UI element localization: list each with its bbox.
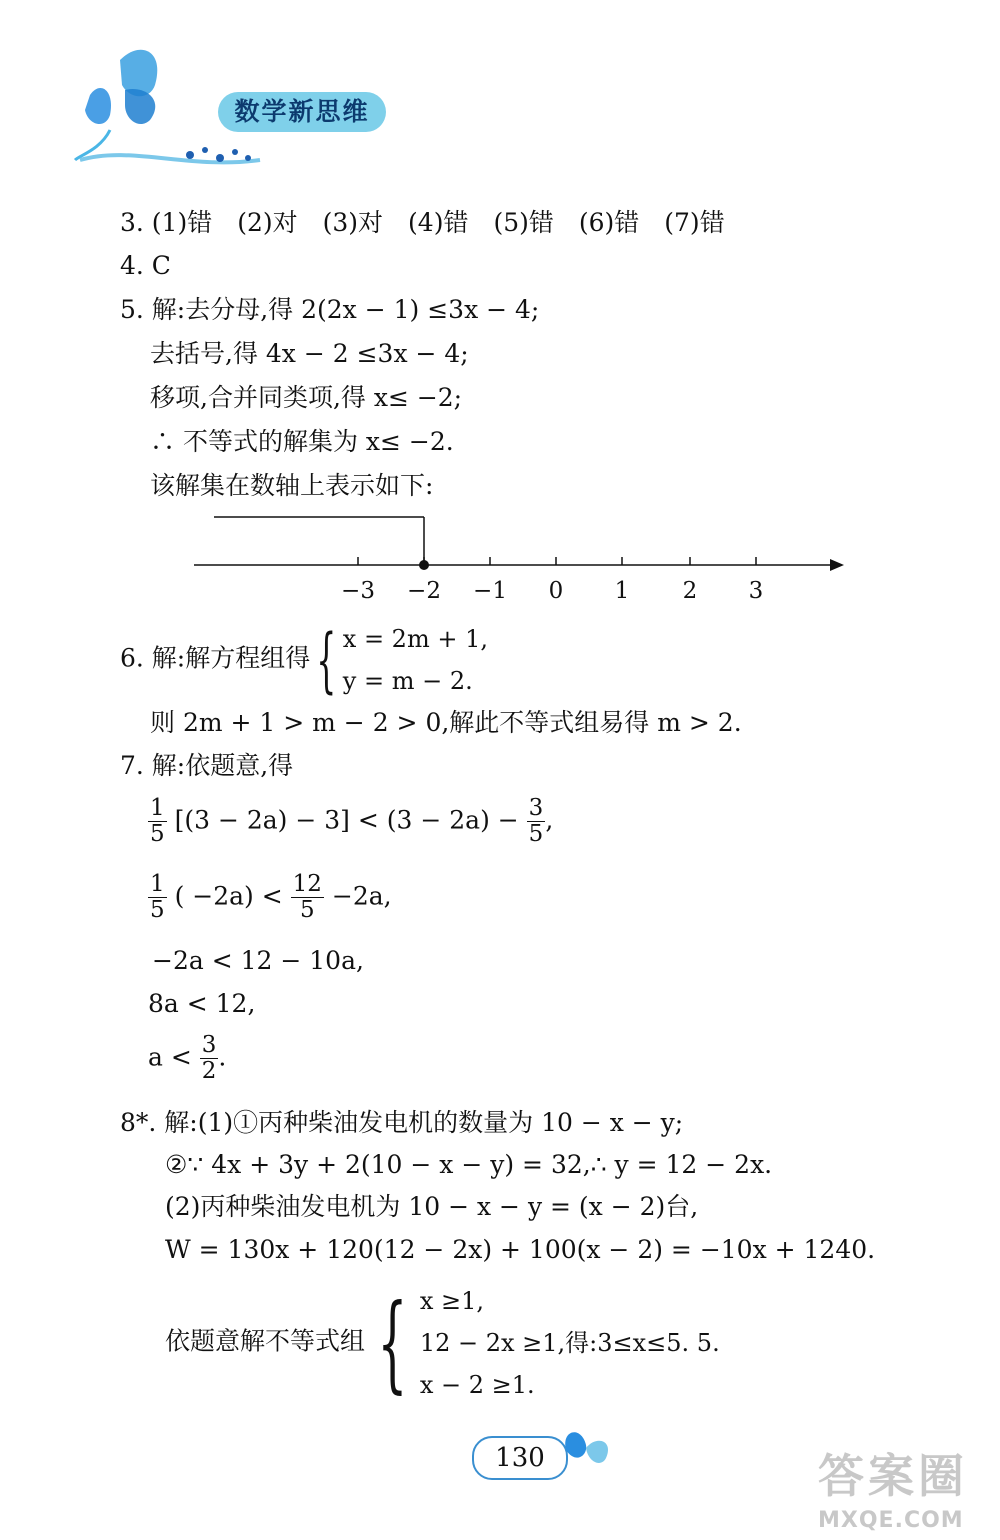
tick-label: 0 bbox=[548, 578, 564, 604]
q7-expr6-pre: a < bbox=[148, 1042, 192, 1072]
q7-expr1-body: [(3 − 2a) − 3] < (3 − 2a) − bbox=[174, 805, 519, 835]
fraction: $\frac{12}{5}$ bbox=[292, 871, 322, 924]
tick-label: 1 bbox=[614, 578, 630, 604]
punct: . bbox=[218, 1042, 227, 1072]
q3-answer: 3. (1)错 (2)对 (3)对 (4)错 (5)错 (6)错 (7)错 bbox=[120, 208, 725, 237]
watermark-main: 答案圈 bbox=[818, 1449, 968, 1503]
q5-line1: 5. 解:去分母,得 2(2x − 1) ≤3x − 4; bbox=[120, 295, 540, 324]
q7-expr6 bbox=[148, 1033, 226, 1085]
q8-sys1: x ≥1, bbox=[419, 1287, 484, 1315]
q8-sys-prefix: 依题意解不等式组 bbox=[165, 1326, 366, 1356]
fraction: $\frac{1}{5}$ bbox=[150, 871, 165, 924]
fraction: $\frac{1}{5}$ bbox=[150, 795, 165, 848]
q4-answer: 4. C bbox=[120, 251, 171, 280]
q8-line1: 8*. 解:(1)①丙种柴油发电机的数量为 10 − x − y; bbox=[120, 1108, 684, 1137]
fraction: $\frac{3}{2}$ bbox=[201, 1032, 217, 1085]
q8-sys2: 12 − 2x ≥1,得:3≤x≤5. 5. bbox=[419, 1329, 720, 1357]
tick-label: −1 bbox=[473, 578, 507, 604]
q5-line5: 该解集在数轴上表示如下: bbox=[150, 471, 434, 500]
q8-sys3: x − 2 ≥1. bbox=[419, 1371, 535, 1399]
q7-line1: 7. 解:依题意,得 bbox=[120, 751, 294, 780]
q7-expr1 bbox=[148, 796, 553, 848]
q5-line2: 去括号,得 4x − 2 ≤3x − 4; bbox=[150, 339, 469, 368]
tick-label: 2 bbox=[682, 578, 698, 604]
q7-expr2 bbox=[148, 872, 392, 924]
q6-line2: 则 2m + 1 > m − 2 > 0,解此不等式组易得 m > 2. bbox=[150, 708, 742, 737]
q7-expr2-end: −2a, bbox=[331, 881, 392, 911]
q8-line4: W = 130x + 120(12 − 2x) + 100(x − 2) = −10x + 1240. bbox=[165, 1235, 876, 1264]
q7-line5: 8a < 12, bbox=[148, 989, 256, 1018]
q7-expr2-body: ( −2a) < bbox=[174, 881, 283, 911]
q8-system bbox=[165, 1280, 720, 1406]
brace: { bbox=[316, 619, 337, 701]
watermark bbox=[818, 1440, 968, 1533]
punct: , bbox=[545, 805, 554, 835]
q5-line4: ∴ 不等式的解集为 x≤ −2. bbox=[150, 427, 454, 456]
fraction: $\frac{3}{5}$ bbox=[528, 795, 544, 848]
page-header-title: 数学新思维 bbox=[218, 92, 386, 132]
q6-prefix: 6. 解:解方程组得 bbox=[120, 643, 311, 673]
q6-eq2: y = m − 2. bbox=[342, 667, 473, 695]
tick-label: −3 bbox=[341, 578, 375, 604]
q8-line3: (2)丙种柴油发电机为 10 − x − y = (x − 2)台, bbox=[165, 1192, 699, 1221]
q6-eq1: x = 2m + 1, bbox=[342, 625, 488, 653]
brace: { bbox=[377, 1281, 408, 1404]
butterfly-icon bbox=[556, 1420, 616, 1475]
tick-label: 3 bbox=[748, 578, 764, 604]
watermark-url: MXQE.COM bbox=[818, 1508, 964, 1533]
q5-line3: 移项,合并同类项,得 x≤ −2; bbox=[150, 383, 463, 412]
q6-system bbox=[120, 618, 488, 702]
page-number: 130 bbox=[472, 1436, 568, 1480]
tick-label: −2 bbox=[407, 578, 441, 604]
q7-line4: −2a < 12 − 10a, bbox=[152, 946, 364, 975]
number-line bbox=[180, 505, 860, 615]
q8-line2: ②∵ 4x + 3y + 2(10 − x − y) = 32,∴ y = 12 − 2x. bbox=[165, 1150, 773, 1179]
